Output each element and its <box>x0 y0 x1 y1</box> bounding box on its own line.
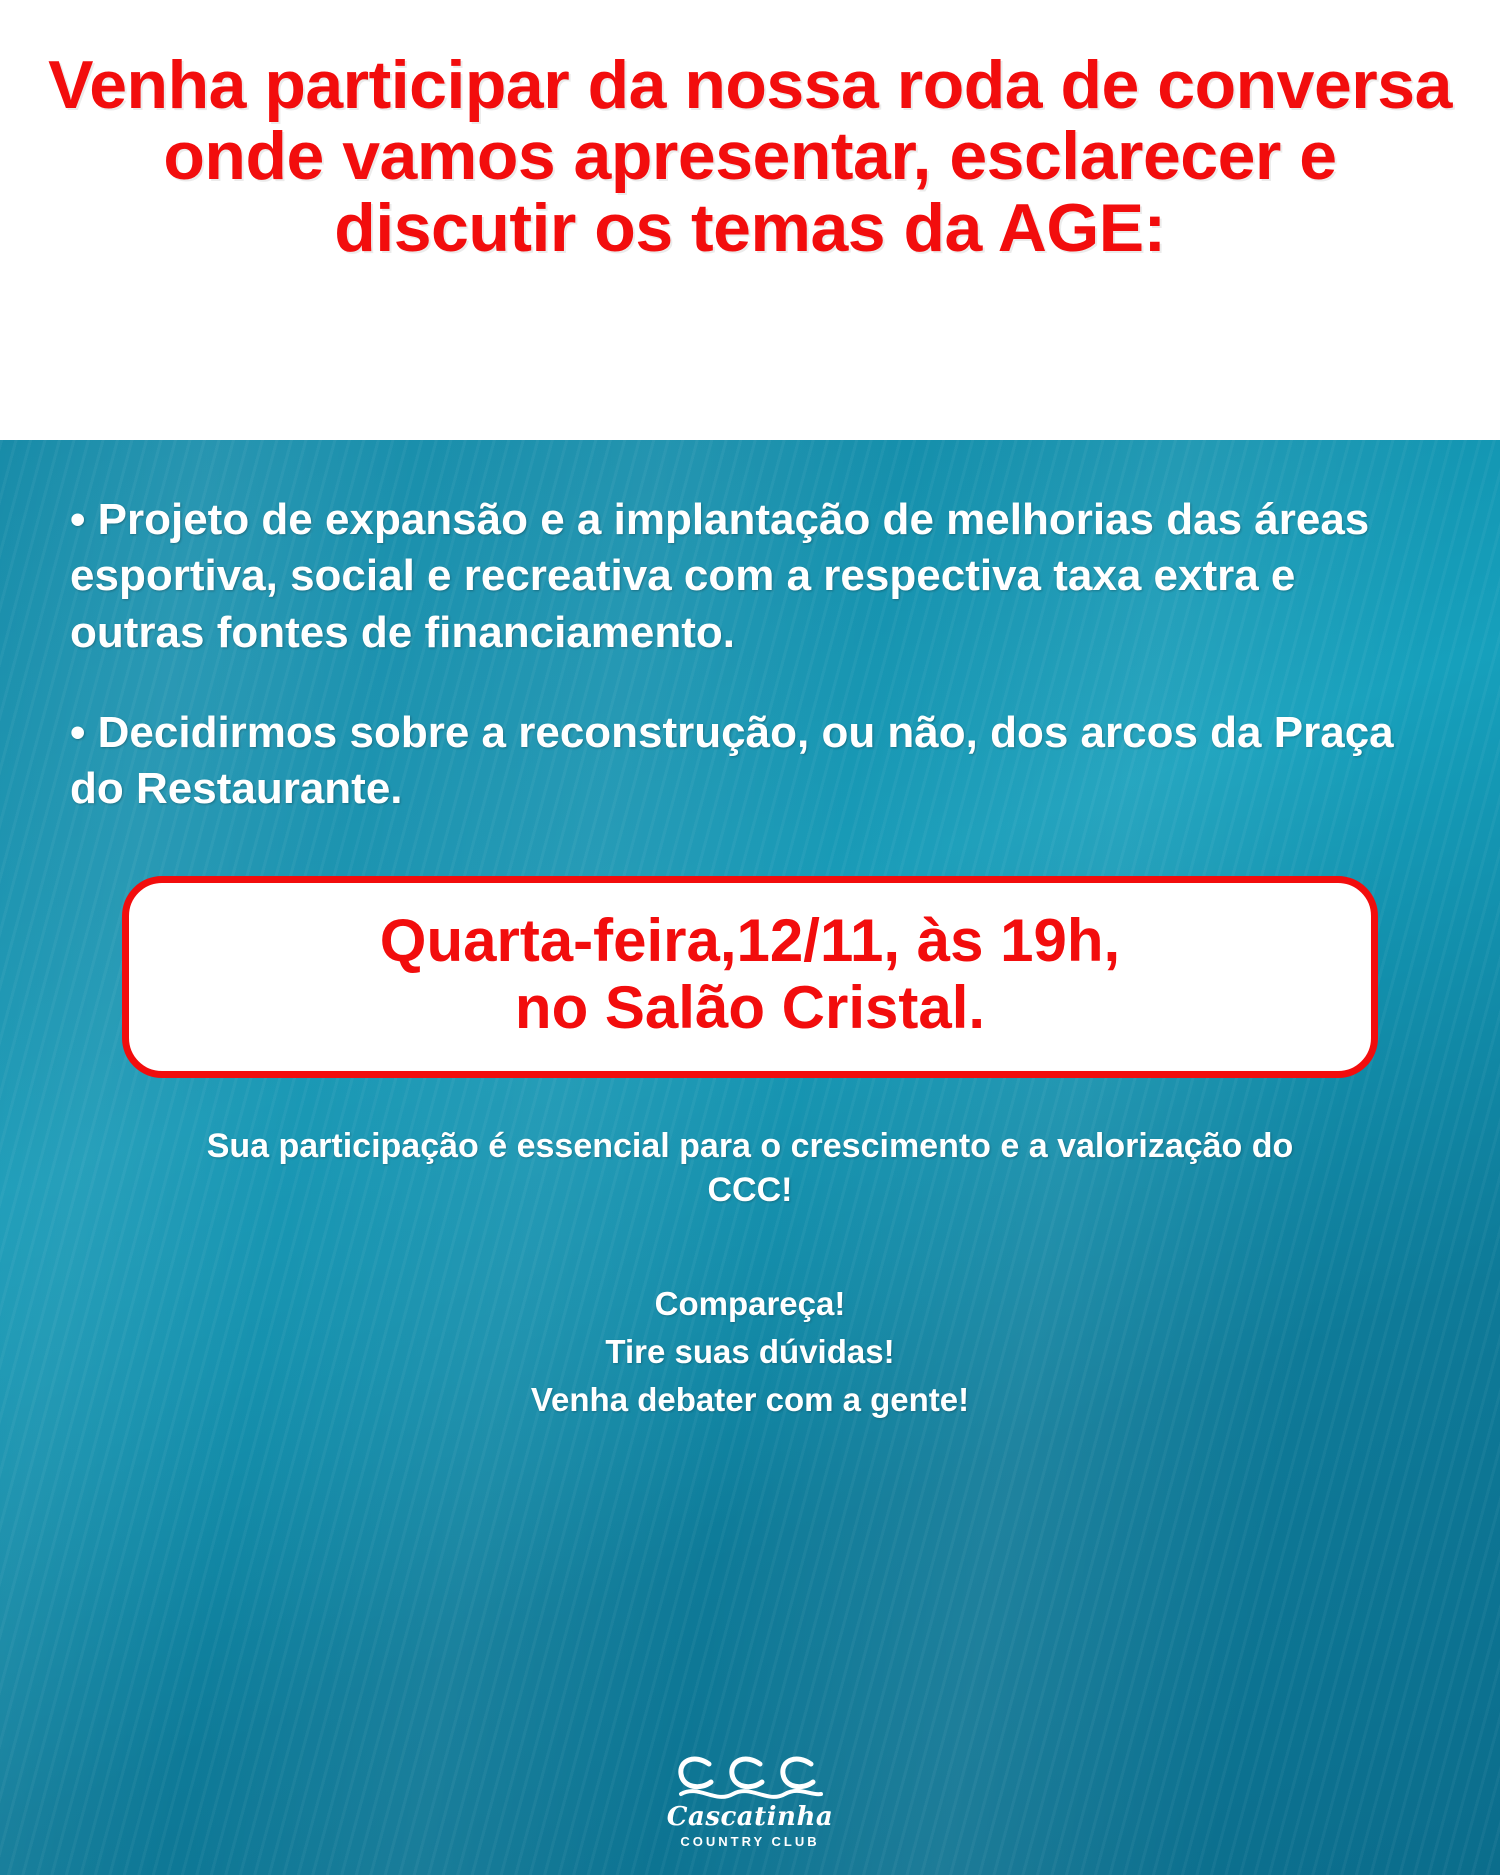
poster-body-content <box>0 440 1500 1424</box>
topics-list <box>70 492 1430 818</box>
list-item: • Projeto de expansão e a implantação de melhorias das áreas esportiva, social e recreativa com a respectiva taxa extra e outras fontes de financiamento. <box>70 495 1370 657</box>
call-to-action-list <box>70 1280 1430 1424</box>
club-subtitle: COUNTRY CLUB <box>680 1834 820 1849</box>
event-location: no Salão Cristal. <box>514 973 986 1041</box>
event-details-box <box>122 876 1378 1078</box>
call-to-action-line: Venha debater com a gente! <box>530 1381 970 1418</box>
poster-body <box>0 440 1500 1875</box>
event-date-time: Quarta-feira,12/11, às 19h, <box>379 906 1121 974</box>
club-name: Cascatinha <box>666 1802 834 1832</box>
headline: Venha participar da nossa roda de conversa onde vamos apresentar, esclarecer e discutir os temas da AGE: <box>48 47 1452 266</box>
closing-section <box>70 1124 1430 1424</box>
club-logo <box>0 1750 1500 1849</box>
list-item: • Decidirmos sobre a reconstrução, ou não, dos arcos da Praça do Restaurante. <box>70 707 1394 814</box>
closing-message: Sua participação é essencial para o crescimento e a valorização do CCC! <box>206 1126 1294 1210</box>
call-to-action-line: Compareça! <box>654 1285 846 1323</box>
call-to-action-line: Tire suas dúvidas! <box>605 1333 895 1371</box>
poster-header <box>0 0 1500 440</box>
ccc-wave-icon <box>665 1750 835 1808</box>
